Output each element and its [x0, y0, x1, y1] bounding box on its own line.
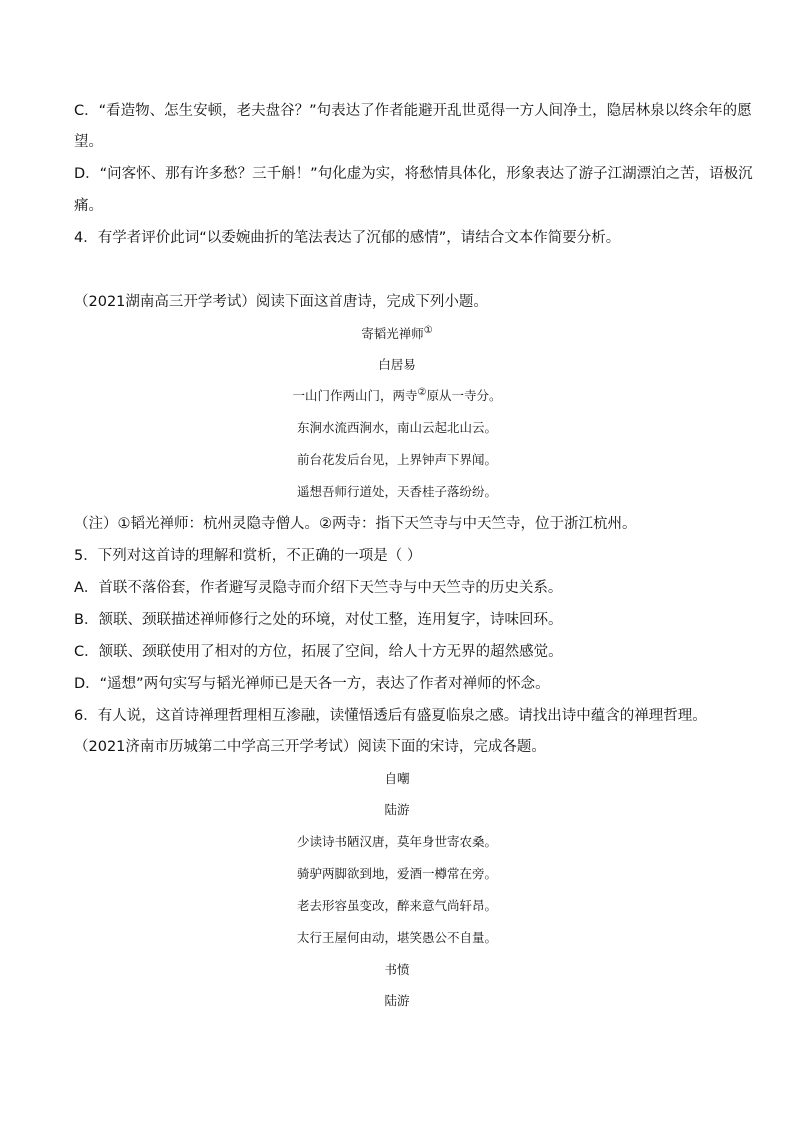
poem-line-4: 遥想吾师行道处，天香桂子落纷纷。	[296, 484, 497, 499]
poem2-title: 书愤	[384, 962, 410, 977]
poem1-line-4: 太行王屋何由动，堪笑愚公不自量。	[296, 930, 497, 945]
poem1-title: 自嘲	[384, 771, 410, 786]
poem1-line-3: 老去形容虽变改，醉来意气尚轩昂。	[296, 898, 497, 913]
question-4: 4．有学者评价此词“以委婉曲折的笔法表达了沉郁的感情”，请结合文本作简要分析。	[74, 230, 621, 246]
poem-line-1-a: 一山门作两山门，两寺	[292, 388, 418, 403]
poem-title	[0, 325, 794, 343]
q5-option-c: C．颔联、颈联使用了相对的方位，拓展了空间，给人十方无界的超然感觉。	[74, 644, 563, 660]
question-6: 6．有人说，这首诗禅理哲理相互渗融，读懂悟透后有盛夏临泉之感。请找出诗中蕴含的禅理哲理。	[74, 708, 707, 724]
poem-title-text: 寄韬光禅师	[361, 326, 424, 341]
q3-option-c-line2: 望。	[74, 134, 103, 150]
footnote-mark-1: ①	[423, 324, 433, 336]
q5-option-d: D．“遥想”两句实写与韬光禅师已是天各一方，表达了作者对禅师的怀念。	[74, 676, 550, 692]
q5-option-a: A．首联不落俗套，作者避写灵隐寺而介绍下天竺寺与中天竺寺的历史关系。	[74, 580, 563, 596]
question-5: 5．下列对这首诗的理解和赏析，不正确的一项是（ ）	[74, 548, 422, 564]
poem-author: 白居易	[378, 357, 416, 372]
section3-intro: （2021济南市历城第二中学高三开学考试）阅读下面的宋诗，完成各题。	[74, 739, 546, 755]
q3-option-c-line1: C．“看造物、怎生安顿，老夫盘谷？”句表达了作者能避开乱世觅得一方人间净土，隐居林泉以终余年的愿	[74, 103, 752, 119]
footnote-mark-2: ②	[417, 386, 427, 398]
q5-option-b: B．颔联、颈联描述禅师修行之处的环境，对仗工整，连用复字，诗味回环。	[74, 612, 563, 628]
q3-option-d-line1: D．“问客怀、那有许多愁？三千斛！”句化虚为实，将愁情具体化，形象表达了游子江湖漂泊之苦，语极沉	[74, 166, 753, 182]
poem-notes: （注）①韬光禅师：杭州灵隐寺僧人。②两寺：指下天竺寺与中天竺寺，位于浙江杭州。	[74, 516, 637, 532]
poem2-author: 陆游	[384, 993, 410, 1008]
section2-intro: （2021湖南高三开学考试）阅读下面这首唐诗，完成下列小题。	[74, 294, 488, 310]
poem-line-3: 前台花发后台见，上界钟声下界闻。	[296, 452, 497, 467]
poem-line-2: 东涧水流西涧水，南山云起北山云。	[296, 420, 497, 435]
poem-line-1-b: 原从一寺分。	[426, 388, 502, 403]
poem1-line-2: 骑驴两脚欲到地，爱酒一樽常在旁。	[296, 866, 497, 881]
poem1-line-1: 少读诗书陋汉唐，莫年身世寄农桑。	[296, 834, 497, 849]
poem1-author: 陆游	[384, 802, 410, 817]
q3-option-d-line2: 痛。	[74, 198, 103, 214]
poem-line-1	[0, 387, 794, 405]
